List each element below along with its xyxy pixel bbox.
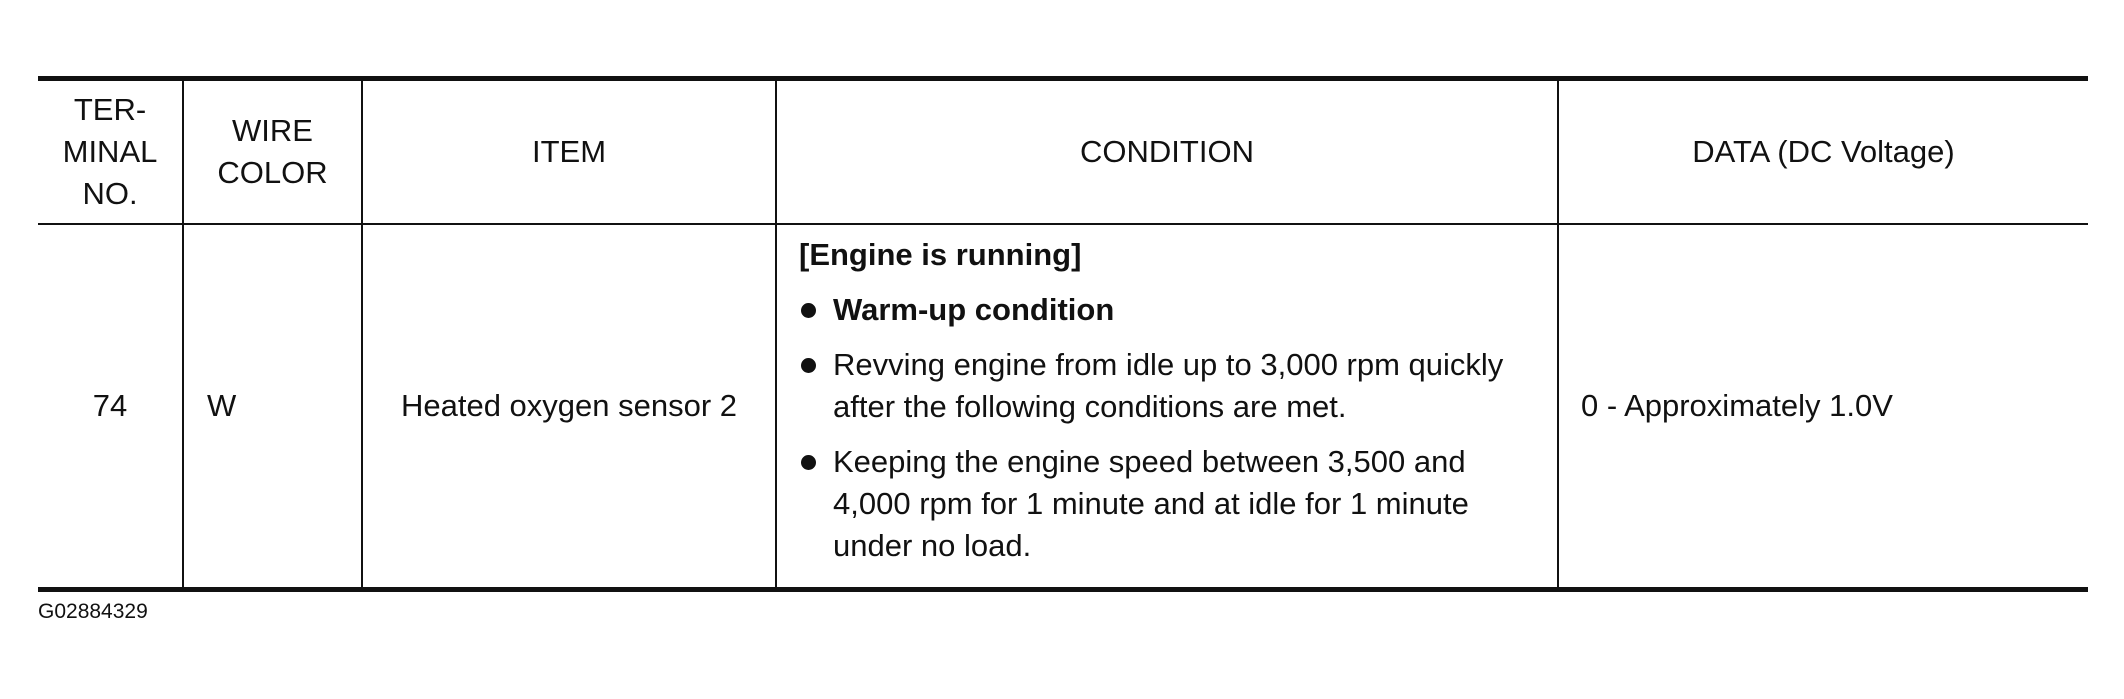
condition-item-text: Keeping the engine speed between 3,500 and 4,000 rpm for 1 minute and at idle for 1 minute under no load.	[833, 444, 1469, 563]
table-row	[38, 224, 2088, 590]
header-terminal-no	[38, 79, 183, 225]
header-condition-label: CONDITION	[1080, 134, 1254, 169]
cell-terminal-no: 74	[38, 224, 183, 590]
condition-title: [Engine is running]	[799, 237, 1082, 272]
header-wire-color	[183, 79, 362, 225]
header-wire-color-label: WIRE COLOR	[217, 113, 328, 190]
table-header-row	[38, 79, 2088, 225]
bullet-icon	[801, 303, 816, 318]
condition-list	[799, 289, 1543, 567]
bullet-icon	[801, 455, 816, 470]
cell-condition	[776, 224, 1558, 590]
terminal-data-table-wrapper	[38, 76, 2088, 592]
cell-data-voltage: 0 - Approximately 1.0V	[1558, 224, 2088, 590]
condition-item-text: Revving engine from idle up to 3,000 rpm quickly after the following conditions are met.	[833, 347, 1504, 424]
condition-item	[799, 344, 1543, 428]
condition-item	[799, 441, 1543, 567]
bullet-icon	[801, 358, 816, 373]
header-condition	[776, 79, 1558, 225]
figure-id: G02884329	[38, 600, 148, 623]
cell-item: Heated oxygen sensor 2	[362, 224, 776, 590]
header-item-label: ITEM	[531, 134, 607, 169]
cell-wire-color: W	[183, 224, 362, 590]
header-data	[1558, 79, 2088, 225]
header-terminal-no-label: TER- MINAL NO.	[62, 92, 158, 211]
condition-item	[799, 289, 1543, 331]
header-data-label: DATA (DC Voltage)	[1692, 134, 1955, 169]
header-item	[362, 79, 776, 225]
condition-item-text: Warm-up condition	[833, 292, 1115, 327]
terminal-data-table	[38, 76, 2088, 592]
